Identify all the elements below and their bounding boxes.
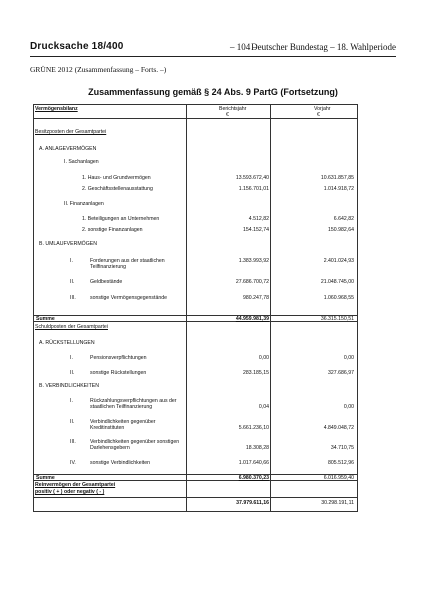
parliament-label: Deutscher Bundestag – 18. Wahlperiode — [251, 42, 396, 52]
row-value-previous: 2.401.024,93 — [323, 258, 354, 264]
column-header-previous: Vorjahr — [314, 106, 331, 112]
row-value-previous: 6.642,82 — [333, 216, 354, 222]
page-title: Zusammenfassung gemäß § 24 Abs. 9 PartG (Fortsetzung) — [88, 87, 338, 97]
row-value-previous: 1.014.918,72 — [323, 186, 354, 192]
row-label: 1. Beteiligungen an Unternehmen — [82, 216, 160, 222]
section-liabilities: Schuldposten der Gesamtpartei — [35, 324, 108, 330]
row-label: 2. Geschäftsstellenausstattung — [82, 186, 153, 192]
row-number: II. — [70, 370, 75, 376]
row-label: Geldbestände — [90, 279, 123, 285]
row-label: sonstige Rückstellungen — [90, 370, 147, 376]
row-number: II. — [70, 279, 75, 285]
total-border — [34, 497, 357, 498]
row-label: 2. sonstige Finanzanlagen — [82, 227, 143, 233]
currency-previous: € — [317, 112, 320, 118]
header-row-border — [34, 118, 357, 119]
sum-value-previous: 6.016.959,40 — [323, 475, 354, 481]
summary-border — [34, 480, 357, 481]
row-value-current: 154.152,74 — [243, 227, 269, 233]
group-a-label: A. ANLAGEVERMÖGEN — [39, 146, 97, 152]
summary-border — [34, 321, 357, 322]
page-header — [30, 42, 396, 54]
row-value-previous: 327.686,97 — [328, 370, 354, 376]
group-b-label: B. UMLAUFVERMÖGEN — [39, 241, 97, 247]
column-header-label: Vermögensbilanz — [35, 106, 78, 112]
row-label: sonstige Verbindlichkeiten — [90, 460, 150, 466]
row-value-previous: 10.631.857,85 — [320, 175, 354, 181]
column-divider — [270, 105, 271, 511]
row-label: Verbindlichkeiten gegenüber — [90, 419, 156, 425]
row-value-current: 0,04 — [258, 404, 269, 410]
net-assets-value-previous: 30.298.191,11 — [321, 500, 354, 506]
sum-value-current: 44.959.981,39 — [235, 316, 269, 322]
row-label-cont: staatlichen Teilfinanzierung — [90, 404, 153, 410]
row-number: IV. — [70, 460, 76, 466]
row-label: Verbindlichkeiten gegenüber sonstigen — [90, 439, 180, 445]
subgroup-label: I. Sachanlagen — [64, 159, 99, 165]
sum-label: Summe — [36, 475, 55, 481]
section-assets: Besitzposten der Gesamtpartei — [35, 129, 107, 135]
row-number: I. — [70, 258, 73, 264]
row-value-previous: 4.849.048,72 — [323, 425, 354, 431]
row-number: I. — [70, 355, 73, 361]
sum-label: Summe — [36, 316, 55, 322]
group-d-label: B. VERBINDLICHKEITEN — [39, 383, 99, 389]
summary-border — [34, 474, 357, 475]
row-value-current: 1.017.640,66 — [238, 460, 269, 466]
row-number: III. — [70, 439, 76, 445]
row-value-previous: 0,00 — [343, 355, 354, 361]
balance-sheet-table — [33, 104, 358, 512]
row-label: 1. Haus- und Grundvermögen — [82, 175, 151, 181]
row-value-current: 5.661.236,10 — [238, 425, 269, 431]
row-label: Forderungen aus der staatlichen — [90, 258, 165, 264]
sum-value-previous: 36.315.150,51 — [320, 316, 354, 322]
column-header-current: Berichtsjahr — [219, 106, 247, 112]
row-value-previous: 0,00 — [343, 404, 354, 410]
net-assets-value-current: 37.979.611,16 — [236, 500, 269, 506]
summary-border — [34, 315, 357, 316]
row-label-cont: Darlehensgebern — [90, 445, 130, 451]
document-number: Drucksache 18/400 — [30, 41, 124, 52]
net-assets-label: Reinvermögen der Gesamtpartei — [35, 482, 116, 488]
row-value-current: 18.308,28 — [245, 445, 269, 451]
row-number: I. — [70, 398, 73, 404]
row-number: III. — [70, 295, 76, 301]
row-value-current: 27.686.700,72 — [235, 279, 269, 285]
page-number: – 104 – — [230, 42, 257, 52]
group-c-label: A. RÜCKSTELLUNGEN — [39, 340, 95, 346]
row-value-current: 980.247,78 — [243, 295, 269, 301]
row-value-previous: 805.512,96 — [328, 460, 354, 466]
row-label-cont: Kreditinstituten — [90, 425, 125, 431]
subgroup-label: II. Finanzanlagen — [64, 201, 104, 207]
column-divider — [186, 105, 187, 511]
row-value-current: 1.383.993,92 — [238, 258, 269, 264]
row-value-current: 0,00 — [258, 355, 269, 361]
section-subheader: GRÜNE 2012 (Zusammenfassung – Forts. –) — [30, 65, 167, 74]
header-divider — [30, 56, 396, 57]
row-value-previous: 21.048.745,00 — [320, 279, 354, 285]
row-value-current: 1.156.701,01 — [238, 186, 269, 192]
row-number: II. — [70, 419, 75, 425]
row-label: sonstige Vermögensgegenstände — [90, 295, 168, 301]
row-value-current: 283.185,15 — [243, 370, 269, 376]
row-label: Pensionsverpflichtungen — [90, 355, 147, 361]
row-value-previous: 34.710,75 — [330, 445, 354, 451]
currency-current: € — [226, 112, 229, 118]
row-value-current: 4.512,82 — [248, 216, 269, 222]
row-label: Rückzahlungsverpflichtungen aus der — [90, 398, 177, 404]
row-value-previous: 1.060.968,55 — [323, 295, 354, 301]
row-label-cont: Teilfinanzierung — [90, 264, 127, 270]
sum-value-current: 6.980.370,23 — [238, 475, 269, 481]
net-assets-sign-label: positiv ( + ) oder negativ ( - ) — [35, 489, 105, 495]
row-value-current: 13.593.672,40 — [235, 175, 269, 181]
row-value-previous: 150.982,64 — [328, 227, 354, 233]
